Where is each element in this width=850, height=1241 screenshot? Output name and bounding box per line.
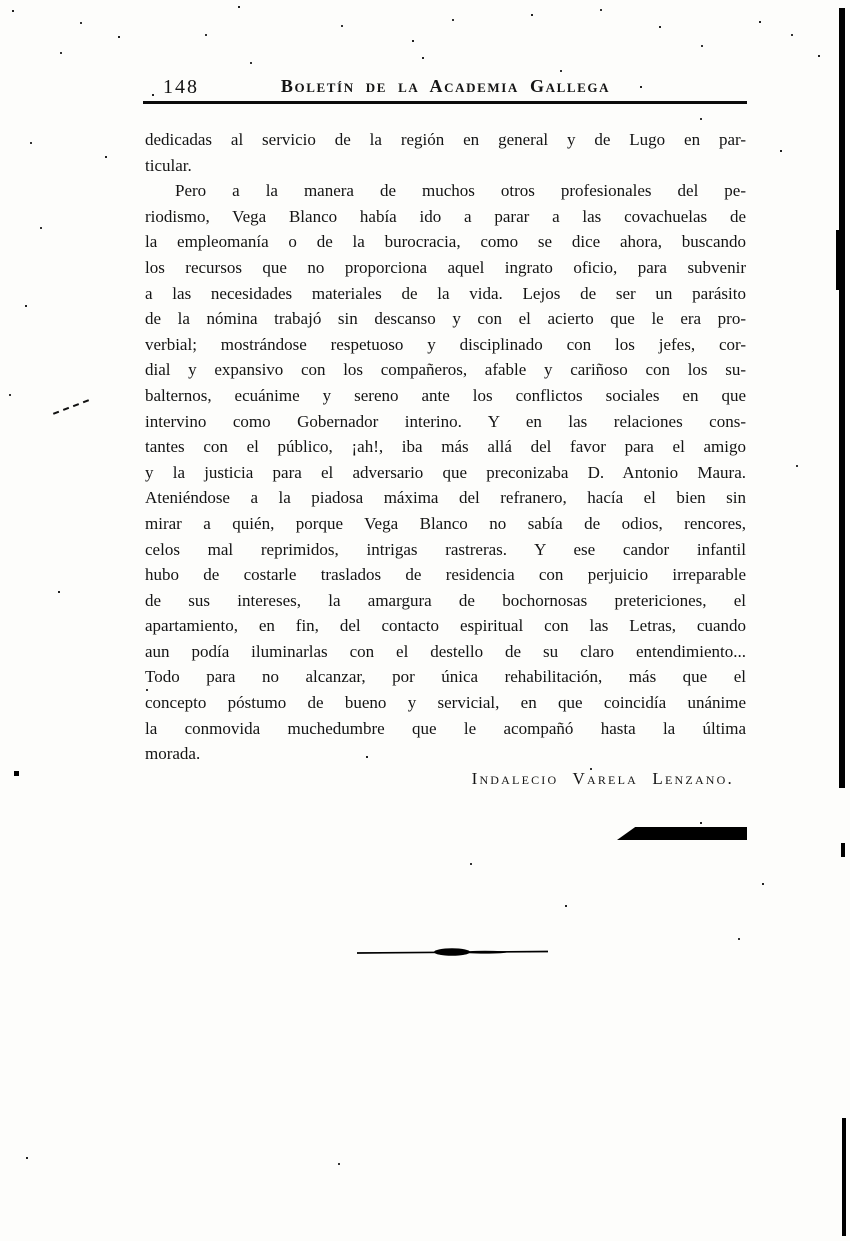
margin-dot-artifact: [14, 771, 19, 776]
text-line: de sus intereses, la amargura de bochornosas pretericiones, el: [145, 590, 746, 610]
scan-edge-artifact: [842, 1118, 846, 1236]
ink-blot-artifact: [617, 827, 747, 840]
text-line: dial y expansivo con los compañeros, afable y cariñoso con los su-: [145, 360, 746, 380]
header-rule: [143, 101, 747, 104]
text-line: balternos, ecuánime y sereno ante los conflictos sociales en que: [145, 385, 746, 405]
text-line: a las necesidades materiales de la vida. Lejos de ser un parásito: [145, 283, 746, 303]
scan-edge-artifact: [839, 8, 845, 788]
section-divider-ornament: [355, 944, 550, 960]
text-line: los recursos que no proporciona aquel ingrato oficio, para subvenir: [145, 257, 746, 277]
article-body: [145, 127, 746, 767]
text-line: celos mal reprimidos, intrigas rastreras. Y ese candor infantil: [145, 539, 746, 559]
text-line: concepto póstumo de bueno y servicial, en que coincidía unánime: [145, 693, 746, 713]
text-line: Todo para no alcanzar, por única rehabilitación, más que el: [145, 667, 746, 687]
scan-edge-artifact: [841, 843, 845, 857]
scratch-mark-artifact: [53, 399, 89, 414]
page-number: 148: [163, 76, 199, 98]
text-line: tantes con el público, ¡ah!, iba más allá del favor para el amigo: [145, 437, 746, 457]
text-line: la conmovida muchedumbre que le acompañó hasta la última: [145, 718, 746, 738]
author-signature: Indalecio Varela Lenzano.: [471, 769, 734, 788]
text-line: verbial; mostrándose respetuoso y disciplinado con los jefes, cor-: [145, 334, 746, 354]
text-line: ticular.: [145, 155, 192, 175]
text-line: hubo de costarle traslados de residencia con perjuicio irreparable: [145, 565, 746, 585]
text-line: mirar a quién, porque Vega Blanco no sabía de odios, rencores,: [145, 513, 746, 533]
text-line: y la justicia para el adversario que preconizaba D. Antonio Maura.: [145, 462, 746, 482]
text-line: apartamiento, en fin, del contacto espiritual con las Letras, cuando: [145, 616, 746, 636]
text-line: la empleomanía o de la burocracia, como se dice ahora, buscando: [145, 232, 746, 252]
text-line: morada.: [145, 744, 201, 764]
text-line: de la nómina trabajó sin descanso y con el acierto que le era pro-: [145, 309, 746, 329]
scan-noise-speckles: [0, 0, 2, 2]
text-line: dedicadas al servicio de la región en general y de Lugo en par-: [145, 130, 746, 149]
text-line: intervino como Gobernador interino. Y en las relaciones cons-: [145, 411, 746, 431]
scan-edge-artifact: [836, 230, 841, 290]
text-line: Ateniéndose a la piadosa máxima del refranero, hacía el bien sin: [145, 488, 746, 508]
text-line: aun podía iluminarlas con el destello de su claro entendimiento...: [145, 641, 746, 661]
text-line: riodismo, Vega Blanco había ido a parar a las covachuelas de: [145, 206, 746, 226]
text-line: Pero a la manera de muchos otros profesionales del pe-: [175, 181, 746, 201]
header-title: Boletín de la Academia Gallega: [280, 76, 611, 96]
